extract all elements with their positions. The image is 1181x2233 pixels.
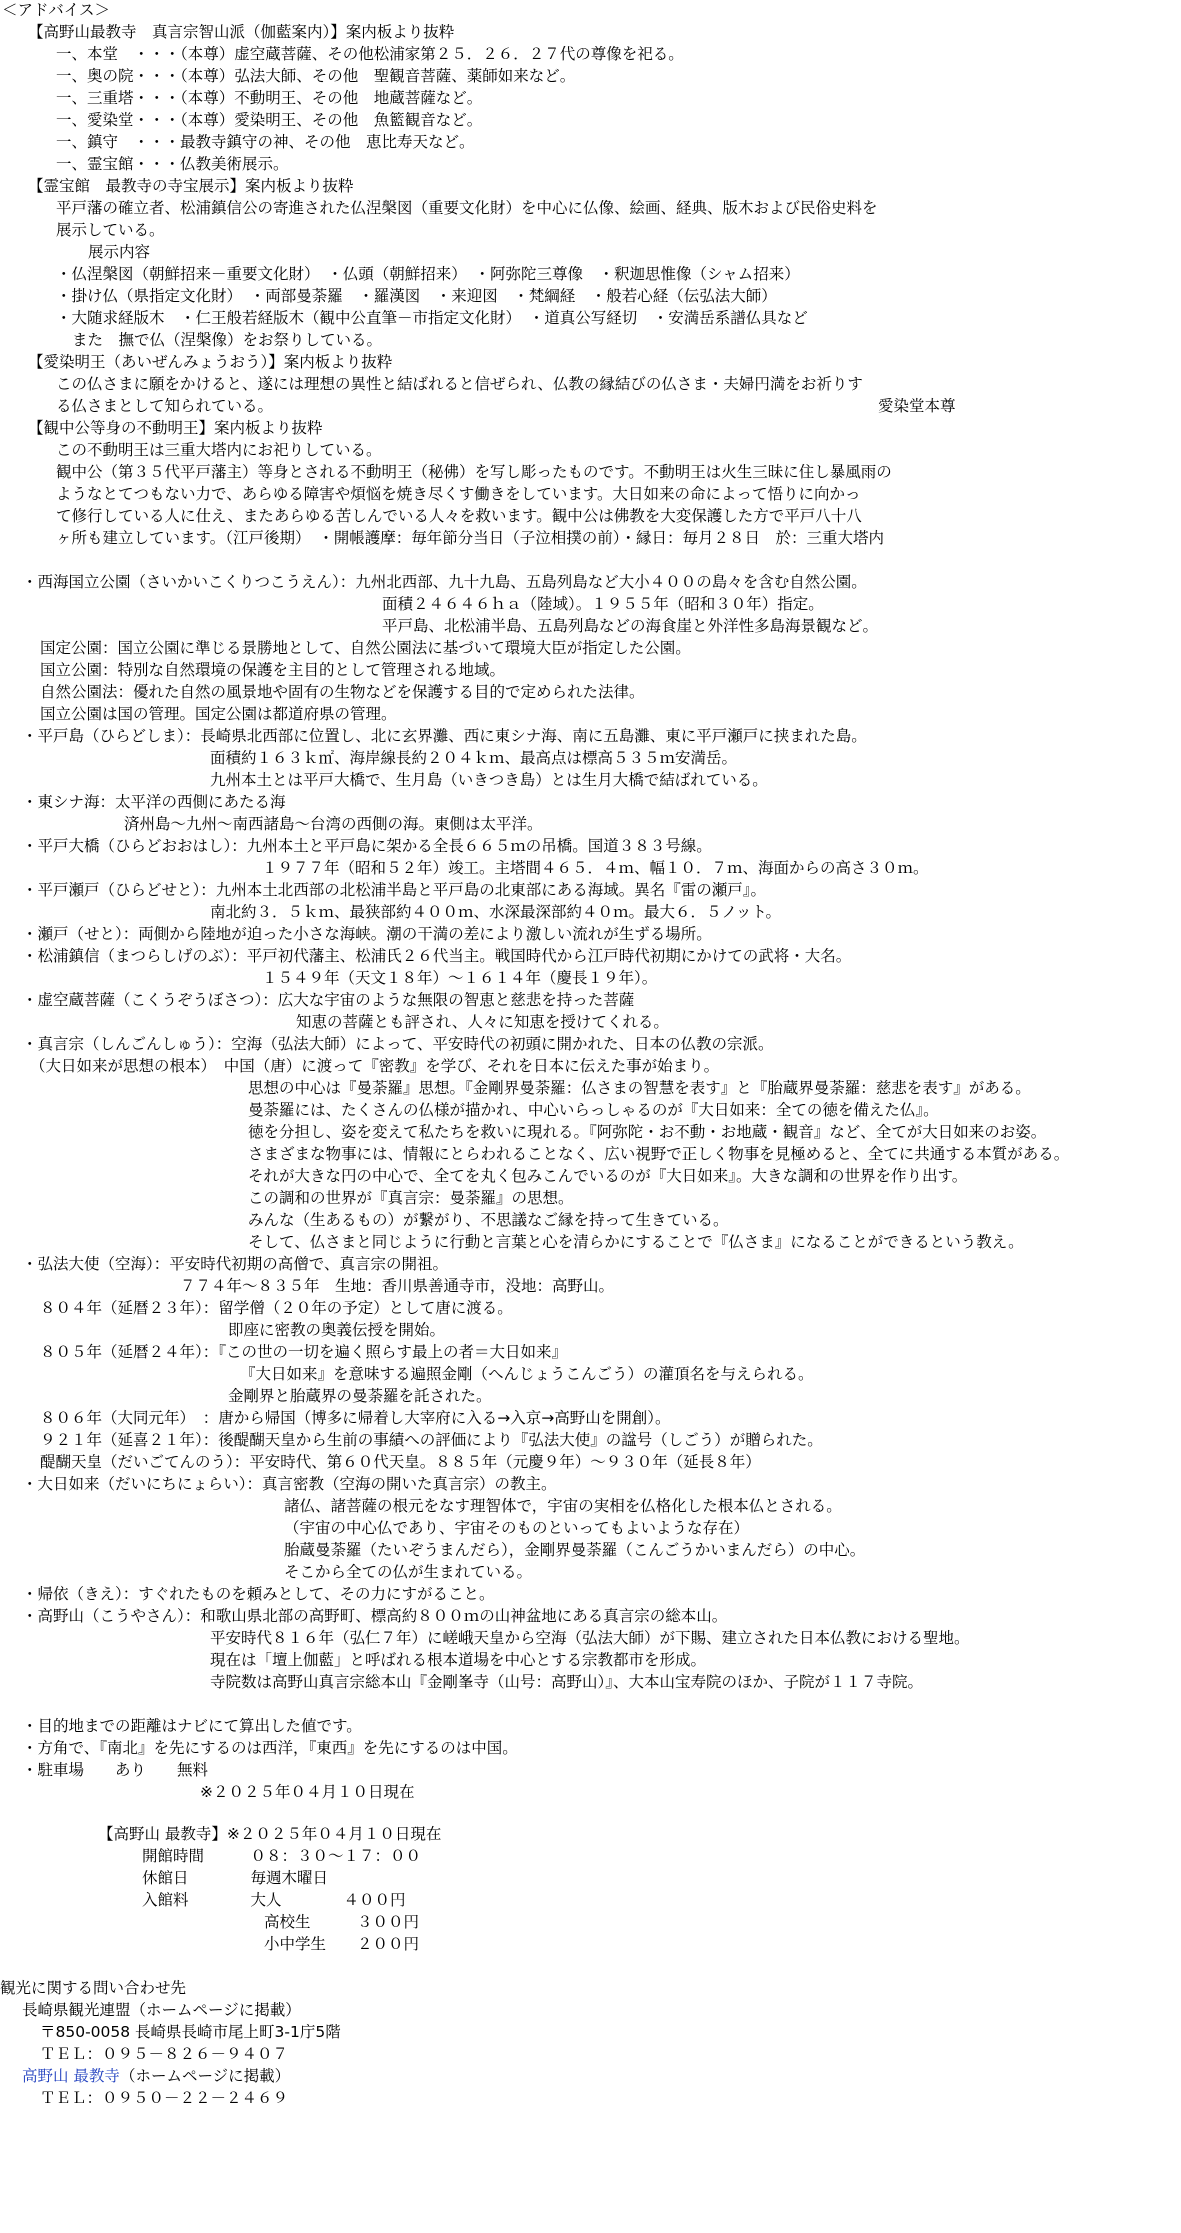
kobo-daishi-detail: 『大日如来』を意味する遍照金剛（へんじょうこんごう）の灌頂名を与えられる。 (240, 1365, 814, 1383)
parking-date: ※２０２５年０４月１０日現在 (200, 1783, 415, 1801)
exhibit-note: また 撫で仏（涅槃像）をお祭りしている。 (72, 331, 383, 349)
temple-guide-heading: 【高野山最教寺 真言宗智山派（伽藍案内）】案内板より抜粋 (28, 23, 455, 41)
kobo-daishi-806: ８０６年（大同元年） ：唐から帰国（博多に帰着し大宰府に入る→入京→高野山を開創）。 (40, 1409, 671, 1427)
exhibit-heading: 展示内容 (88, 243, 151, 261)
advice-heading: ＜アドバイス＞ (2, 1, 111, 19)
distance-note: ・目的地までの距離はナビにて算出した値です。 (22, 1717, 362, 1735)
dainichi-detail: そこから全ての仏が生まれている。 (284, 1563, 533, 1581)
direction-note: ・方角で、『南北』を先にするのは西洋，『東西』を先にするのは中国。 (22, 1739, 518, 1757)
saikai-park-detail: 面積２４６４６ｈａ（陸域）。１９５５年（昭和３０年）指定。 (382, 595, 824, 613)
shingon-detail: さまざまな物事には、情報にとらわれることなく、広い視野で正しく物事を見極めると、全てに共通する本質がある。 (248, 1145, 1070, 1163)
matsura-shigenobu: ・松浦鎮信（まつらしげのぶ）：平戸初代藩主、松浦氏２６代当主。戦国時代から江戸時代初期にかけての武将・大名。 (22, 947, 852, 965)
kobo-daishi: ・弘法大使（空海）：平安時代初期の高僧で、真言宗の開祖。 (22, 1255, 448, 1273)
shingon-detail: （大日如来が思想の根本） 中国（唐）に渡って『密教』を学び、それを日本に伝えた事が始まり。 (30, 1057, 720, 1075)
shingon-detail: 曼荼羅には、たくさんの仏様が描かれ、中心いらっしゃるのが『大日如来：全ての徳を備えた仏』。 (248, 1101, 939, 1119)
exhibit-list: ・仏涅槃図（朝鮮招来－重要文化財） ・仏頭（朝鮮招来） ・阿弥陀三尊像 ・釈迦思惟像（シャム招来） (56, 265, 800, 283)
fudo-heading: 【観中公等身の不動明王】案内板より抜粋 (28, 419, 323, 437)
shingon-detail: この調和の世界が『真言宗：曼荼羅』の思想。 (248, 1189, 574, 1207)
hirado-island-detail: 九州本土とは平戸大橋で、生月島（いきつき島）とは生月大橋で結ばれている。 (210, 771, 768, 789)
national-park: 国立公園：特別な自然環境の保護を主目的として管理される地域。 (40, 661, 506, 679)
kobo-daishi-804: ８０４年（延暦２３年）：留学僧（２０年の予定）として唐に渡る。 (40, 1299, 513, 1317)
fudo-text: て修行している人に仕え、またあらゆる苦しんでいる人々を救います。観中公は佛教を大変保護した方で平戸八十八 (56, 507, 862, 525)
kokuzo-bosatsu-detail: 知恵の菩薩とも評され、人々に知恵を授けてくれる。 (296, 1013, 669, 1031)
saikyoji-homepage-note: （ホームページに掲載） (119, 2067, 291, 2085)
saikyoji-info-heading: 【高野山 最教寺】※２０２５年０４月１０日現在 (98, 1825, 442, 1843)
matsura-shigenobu-detail: １５４９年（天文１８年）～１６１４年（慶長１９年）。 (262, 969, 658, 987)
dainichi-detail: （宇宙の中心仏であり、宇宙そのものといってもよいような存在） (284, 1519, 750, 1537)
aizen-text: この仏さまに願をかけると、遂には理想の異性と結ばれると信ぜられ、仏教の縁結びの仏さま・夫婦円満をお祈りす (56, 375, 863, 393)
saikyoji-tel: ＴＥＬ：０９５０－２２－２４６９ (40, 2089, 289, 2107)
reihokan-text: 平戸藩の確立者、松浦鎮信公の寄進された仏涅槃図（重要文化財）を中心に仏像、絵画、経典、版木および民俗史料を (56, 199, 878, 217)
fudo-text: ヶ所も建立しています。（江戸後期） ・開帳護摩：毎年節分当日（子泣相撲の前）・縁日：毎月２８日 於：三重大塔内 (56, 529, 885, 547)
aizen-signature: 愛染堂本尊 (878, 397, 956, 415)
aizen-text: る仏さまとして知られている。 (56, 397, 274, 415)
parking-note: ・駐車場 あり 無料 (22, 1761, 209, 1779)
saikai-park: ・西海国立公園（さいかいこくりつこうえん）：九州北西部、九十九島、五島列島など大小４００の島々を含む自然公園。 (22, 573, 867, 591)
fudo-text: 観中公（第３５代平戸藩主）等身とされる不動明王（秘佛）を写し彫ったものです。不動明王は火生三昧に住し暴風雨の (56, 463, 892, 481)
shingon-detail: 徳を分担し、姿を変えて私たちを救いに現れる。『阿弥陀・お不動・お地蔵・観音』など、全てが大日如来のお姿。 (248, 1123, 1047, 1141)
daigo-tenno: 醍醐天皇（だいごてんのう）：平安時代、第６０代天皇。８８５年（元慶９年）～９３０年（延長８年） (40, 1453, 761, 1471)
exhibit-list: ・掛け仏（県指定文化財） ・両部曼荼羅 ・羅漢図 ・来迎図 ・梵綱経 ・般若心経（伝弘法大師） (56, 287, 777, 305)
contact-heading: 観光に関する問い合わせ先 (0, 1979, 187, 1997)
hirado-island: ・平戸島（ひらどしま）：長崎県北西部に位置し、北に玄界灘、西に東シナ海、南に五島灘、東に平戸瀬戸に挟まれた島。 (22, 727, 867, 745)
admission-adult: 入館料 大人 ４００円 (142, 1891, 406, 1909)
koyasan: ・高野山（こうやさん）：和歌山県北部の高野町、標高約８００ｍの山神盆地にある真言宗の総本山。 (22, 1607, 728, 1625)
exhibit-list: ・大随求経版木 ・仁王般若経版木（観中公直筆－市指定文化財） ・道真公写経切 ・安満岳系譜仏具など (56, 309, 808, 327)
saikyoji-link[interactable]: 高野山 最教寺 (22, 2067, 120, 2085)
kokuzo-bosatsu: ・虚空蔵菩薩（こくうぞうぼさつ）：広大な宇宙のような無限の智恵と慈悲を持った菩薩 (22, 991, 635, 1009)
hirado-island-detail: 面積約１６３ｋ㎡、海岸線長約２０４ｋｍ、最高点は標高５３５ｍ安満岳。 (210, 749, 738, 767)
shingon-detail: みんな（生あるもの）が繋がり、不思議なご縁を持って生きている。 (248, 1211, 729, 1229)
nagasaki-address: 〒850-0058 長崎県長崎市尾上町3-1庁5階 (40, 2023, 341, 2041)
shingon-sect: ・真言宗（しんごんしゅう）：空海（弘法大師）によって、平安時代の初頭に開かれた、日本の仏教の宗派。 (22, 1035, 774, 1053)
koyasan-detail: 寺院数は高野山真言宗総本山『金剛峯寺（山号：高野山）』、大本山宝寿院のほか、子院が１１７寺院。 (210, 1673, 924, 1691)
natural-park-law: 自然公園法：優れた自然の風景地や固有の生物などを保護する目的で定められた法律。 (40, 683, 645, 701)
east-china-sea-detail: 済州島～九州～南西諸島～台湾の西側の海。東側は太平洋。 (124, 815, 543, 833)
opening-hours: 開館時間 ０８：３０～１７：００ (142, 1847, 422, 1865)
kobo-daishi-detail: 金剛界と胎蔵界の曼荼羅を託された。 (228, 1387, 492, 1405)
hirado-bridge: ・平戸大橋（ひらどおおはし）：九州本土と平戸島に架かる全長６６５ｍの吊橋。国道３８３号線。 (22, 837, 712, 855)
dainichi-detail: 胎蔵曼荼羅（たいぞうまんだら），金剛界曼荼羅（こんごうかいまんだら）の中心。 (284, 1541, 866, 1559)
saikyoji-contact-line (22, 2066, 290, 2086)
kobo-daishi-detail: 即座に密教の奥義伝授を開始。 (228, 1321, 446, 1339)
nagasaki-tel: ＴＥＬ：０９５－８２６－９４０７ (40, 2045, 289, 2063)
shingon-detail: そして、仏さまと同じように行動と言葉と心を清らかにすることで『仏さま』になることができるという教え。 (248, 1233, 1024, 1251)
guide-item-reihokan: 一、霊宝館・・・仏教美術展示。 (56, 155, 289, 173)
hirado-bridge-detail: １９７７年（昭和５２年）竣工。主塔間４６５．４ｍ、幅１０．７ｍ、海面からの高さ３０ｍ。 (262, 859, 929, 877)
hirado-strait: ・平戸瀬戸（ひらどせと）：九州本土北西部の北松浦半島と平戸島の北東部にある海域。異名『雷の瀬戸』。 (22, 881, 767, 899)
guide-item-okunoin: 一、奥の院・・・（本尊）弘法大師、その他 聖観音菩薩、薬師如来など。 (56, 67, 576, 85)
reihokan-heading: 【霊宝館 最教寺の寺宝展示】案内板より抜粋 (28, 177, 354, 195)
guide-item-hondo: 一、本堂 ・・・（本尊）虚空蔵菩薩、その他松浦家第２５．２６．２７代の尊像を祀る。 (56, 45, 684, 63)
kobo-daishi-805: ８０５年（延暦２４年）：『この世の一切を遍く照らす最上の者＝大日如来』 (40, 1343, 568, 1361)
aizen-heading: 【愛染明王（あいぜんみょうおう）】案内板より抜粋 (28, 353, 393, 371)
fudo-text: この不動明王は三重大塔内にお祀りしている。 (56, 441, 382, 459)
admission-junior: 小中学生 ２００円 (264, 1935, 420, 1953)
fudo-text: ようなとてつもない力で、あらゆる障害や煩悩を焼き尽くす働きをしています。大日如来の命によって悟りに向かっ (56, 485, 861, 503)
quasi-national-park: 国定公園：国立公園に準じる景勝地として、自然公園法に基づいて環境大臣が指定した公園。 (40, 639, 691, 657)
nagasaki-tourism-federation: 長崎県観光連盟（ホームページに掲載） (22, 2001, 301, 2019)
guide-item-chinju: 一、鎮守 ・・・最教寺鎮守の神、その他 恵比寿天など。 (56, 133, 475, 151)
east-china-sea: ・東シナ海：太平洋の西側にあたる海 (22, 793, 286, 811)
shingon-detail: 思想の中心は『曼荼羅』思想。『金剛界曼荼羅：仏さまの智慧を表す』と『胎蔵界曼荼羅：慈悲を表す』がある。 (248, 1079, 1031, 1097)
seto-definition: ・瀬戸（せと）：両側から陸地が迫った小さな海峡。潮の干満の差により激しい流れが生ずる場所。 (22, 925, 712, 943)
guide-item-aizendo: 一、愛染堂・・・（本尊）愛染明王、その他 魚籃観音など。 (56, 111, 483, 129)
reihokan-text: 展示している。 (56, 221, 165, 239)
closed-day: 休館日 毎週木曜日 (142, 1869, 329, 1887)
koyasan-detail: 現在は「壇上伽藍」と呼ばれる根本道場を中心とする宗教都市を形成。 (210, 1651, 707, 1669)
saikai-park-detail: 平戸島、北松浦半島、五島列島などの海食崖と外洋性多島海景観など。 (382, 617, 879, 635)
kobo-daishi-921: ９２１年（延喜２１年）：後醍醐天皇から生前の事績への評価により『弘法大使』の諡号（しごう）が贈られた。 (40, 1431, 823, 1449)
park-management: 国立公園は国の管理。国定公園は都道府県の管理。 (40, 705, 397, 723)
admission-high-school: 高校生 ３００円 (264, 1913, 420, 1931)
dainichi-detail: 諸仏、諸菩薩の根元をなす理智体で，宇宙の実相を仏格化した根本仏とされる。 (284, 1497, 842, 1515)
shingon-detail: それが大きな円の中心で、全てを丸く包みこんでいるのが『大日如来』。大きな調和の世界を作り出す。 (248, 1167, 968, 1185)
hirado-strait-detail: 南北約３．５ｋｍ、最狭部約４００ｍ、水深最深部約４０ｍ。最大６．５ノット。 (210, 903, 782, 921)
kie-definition: ・帰依（きえ）：すぐれたものを頼みとして、その力にすがること。 (22, 1585, 495, 1603)
guide-item-pagoda: 一、三重塔・・・（本尊）不動明王、その他 地蔵菩薩など。 (56, 89, 483, 107)
kobo-daishi-detail: ７７４年～８３５年 生地：香川県善通寺市，没地：高野山。 (180, 1277, 615, 1295)
koyasan-detail: 平安時代８１６年（弘仁７年）に嵯峨天皇から空海（弘法大師）が下賜、建立された日本仏教における聖地。 (210, 1629, 970, 1647)
dainichi-nyorai: ・大日如来（だいにちにょらい）：真言密教（空海の開いた真言宗）の教主。 (22, 1475, 557, 1493)
